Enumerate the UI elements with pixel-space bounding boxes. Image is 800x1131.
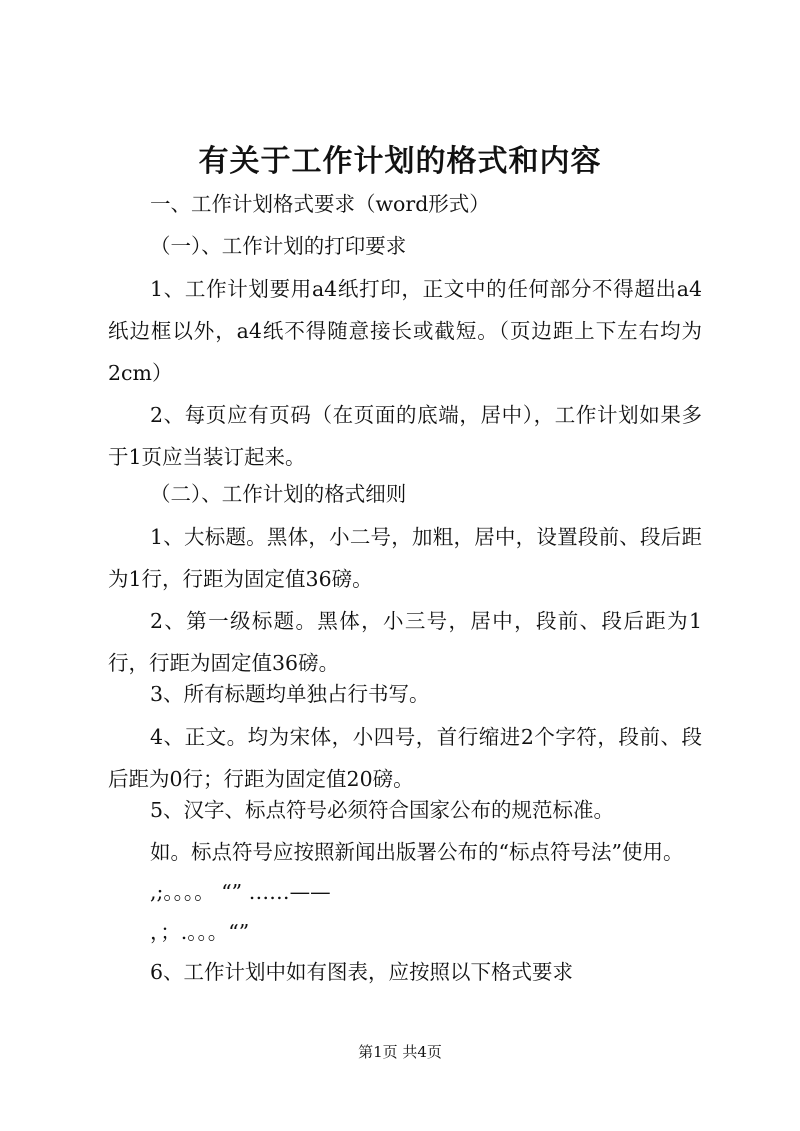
paragraph-standards: 5、汉字、标点符号必须符合国家公布的规范标准。 <box>150 798 615 822</box>
subsection-heading-print: （一）、工作计划的打印要求 <box>150 234 407 258</box>
paragraph-paper-requirement: 1、工作计划要用a4纸打印，正文中的任何部分不得超出a4纸边框以外，a4纸不得随意接长或截短。（页边距上下左右均为2cm） <box>108 277 702 385</box>
page-footer: 第1页 共4页 <box>358 1043 442 1061</box>
paragraph-body-format: 4、正文。均为宋体，小四号，首行缩进2个字符，段前、段后距为0行；行距为固定值20磅。 <box>108 725 702 791</box>
paragraph-heading-rule: 3、所有标题均单独占行书写。 <box>150 682 430 706</box>
paragraph-punctuation-example: 如。标点符号应按照新闻出版署公布的“标点符号法”使用。 <box>150 840 684 864</box>
document-title: 有关于工作计划的格式和内容 <box>198 144 602 179</box>
section-heading: 一、工作计划格式要求（word形式） <box>150 192 490 216</box>
punctuation-sample-1: ,;。。。。 “” ……—— <box>150 880 331 904</box>
paragraph-charts-requirement: 6、工作计划中如有图表，应按照以下格式要求 <box>150 960 574 984</box>
subsection-heading-format: （二）、工作计划的格式细则 <box>150 482 407 506</box>
paragraph-first-level-heading: 2、第一级标题。黑体，小三号，居中，段前、段后距为1行，行距为固定值36磅。 <box>108 609 702 675</box>
paragraph-main-title-format: 1、大标题。黑体，小二号，加粗，居中，设置段前、段后距为1行，行距为固定值36磅。 <box>108 525 702 591</box>
punctuation-sample-2: ，；.。。。“” <box>150 920 250 944</box>
paragraph-page-number: 2、每页应有页码（在页面的底端，居中），工作计划如果多于1页应当装订起来。 <box>108 403 702 469</box>
